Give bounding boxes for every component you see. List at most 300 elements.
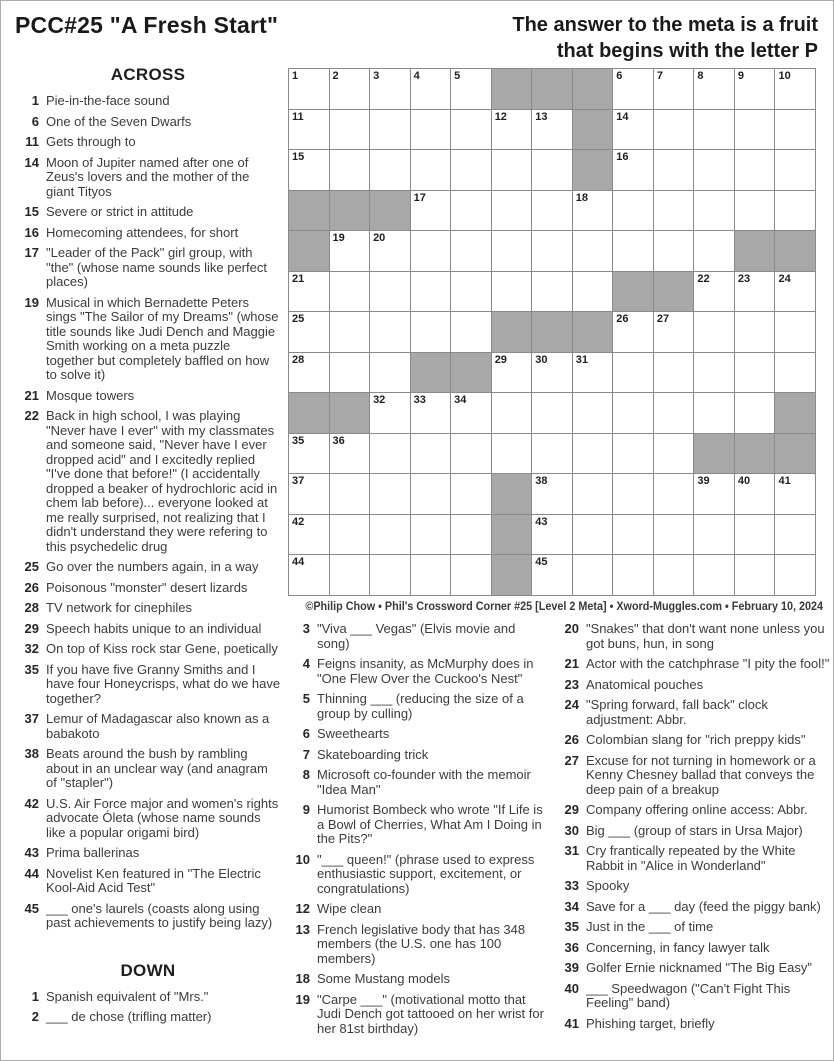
grid-cell-r10c3[interactable]: [370, 434, 411, 475]
grid-cell-r4c5[interactable]: [451, 191, 492, 232]
cell-number: 7: [656, 70, 663, 82]
grid-cell-r12c2[interactable]: [330, 515, 371, 556]
grid-cell-r12c12[interactable]: [735, 515, 776, 556]
clue-text: Save for a ___ day (feed the piggy bank): [586, 898, 821, 914]
clue-number: 30: [564, 822, 579, 838]
clue-number: 38: [24, 746, 39, 761]
grid-cell-r8c8[interactable]: [573, 353, 614, 394]
cell-number: 6: [616, 70, 623, 82]
grid-cell-r1c1[interactable]: [289, 69, 330, 110]
clue-number: 26: [24, 579, 39, 595]
grid-cell-r13c13[interactable]: [775, 555, 816, 596]
clue-number: 37: [24, 711, 39, 726]
cell-number: 26: [616, 313, 629, 326]
grid-cell-r12c13[interactable]: [775, 515, 816, 556]
grid-cell-r3c1[interactable]: [289, 150, 330, 191]
grid-cell-r1c13[interactable]: [775, 69, 816, 110]
clue-item-down_col2-9: [288, 803, 551, 847]
clue-text: Gets through to: [46, 134, 136, 149]
clue-text: Spooky: [586, 878, 630, 893]
grid-cell-r13c4[interactable]: [411, 555, 452, 596]
clue-number: 4: [302, 656, 310, 671]
clue-text: "Spring forward, fall back" clock adjustment: Abbr.: [586, 697, 768, 727]
block-cell-r10c11: [694, 434, 735, 475]
grid-cell-r9c11[interactable]: [694, 393, 735, 434]
grid-cell-r8c6[interactable]: [492, 353, 533, 394]
grid-cell-r8c9[interactable]: [613, 353, 654, 394]
grid-cell-r3c12[interactable]: [735, 150, 776, 191]
grid-cell-r13c1[interactable]: [289, 555, 330, 596]
block-cell-r11c6: [492, 474, 533, 515]
grid-cell-r2c12[interactable]: [735, 110, 776, 151]
clue-number: 29: [564, 802, 579, 817]
grid-cell-r12c9[interactable]: [613, 515, 654, 556]
grid-cell-r7c1[interactable]: [289, 312, 330, 353]
grid-cell-r3c13[interactable]: [775, 150, 816, 191]
clue-text: Severe or strict in attitude: [46, 204, 194, 219]
grid-cell-r13c2[interactable]: [330, 555, 371, 596]
grid-cell-r10c1[interactable]: [289, 434, 330, 475]
grid-cell-r11c5[interactable]: [451, 474, 492, 515]
clue-item-down_col3-20: [557, 622, 832, 651]
grid-cell-r10c8[interactable]: [573, 434, 614, 475]
grid-cell-r1c5[interactable]: [451, 69, 492, 110]
clue-text: Moon of Jupiter named after one of Zeus's lovers and the mother of the giant Tityos: [46, 154, 250, 199]
grid-cell-r11c9[interactable]: [613, 474, 654, 515]
clue-item-across-19: [15, 296, 281, 383]
grid-cell-r1c4[interactable]: [411, 69, 452, 110]
grid-cell-r11c7[interactable]: [532, 474, 573, 515]
grid-cell-r7c4[interactable]: [411, 312, 452, 353]
block-cell-r6c10: [654, 272, 695, 313]
down-clue-list-col1: [15, 990, 281, 1025]
clue-item-down_col2-6: [288, 727, 551, 742]
clue-number: 33: [564, 878, 579, 893]
grid-cell-r12c1[interactable]: [289, 515, 330, 556]
grid-cell-r5c7[interactable]: [532, 231, 573, 272]
cell-number: 17: [413, 191, 426, 204]
clue-item-down_col2-3: [288, 622, 551, 651]
cell-number: 4: [413, 70, 420, 82]
clue-number: 19: [295, 991, 310, 1007]
grid-cell-r3c6[interactable]: [492, 150, 533, 191]
down-clue-list-col2: [288, 622, 551, 1042]
grid-cell-r9c8[interactable]: [573, 393, 614, 434]
grid-cell-r13c7[interactable]: [532, 555, 573, 596]
block-cell-r10c13: [775, 434, 816, 475]
cell-number: 10: [778, 70, 791, 82]
cell-number: 9: [737, 70, 745, 82]
grid-cell-r8c7[interactable]: [532, 353, 573, 394]
clue-text: Spanish equivalent of "Mrs.": [46, 988, 209, 1004]
cell-number: 5: [454, 70, 461, 82]
grid-cell-r11c1[interactable]: [289, 474, 330, 515]
grid-cell-r5c9[interactable]: [613, 231, 654, 272]
left-column: [15, 65, 281, 1031]
grid-cell-r1c11[interactable]: [694, 69, 735, 110]
clue-item-across-22: [15, 409, 281, 554]
grid-cell-r5c6[interactable]: [492, 231, 533, 272]
grid-cell-r7c3[interactable]: [370, 312, 411, 353]
grid-cell-r9c9[interactable]: [613, 393, 654, 434]
down-heading: DOWN: [120, 960, 176, 980]
grid-cell-r7c9[interactable]: [613, 312, 654, 353]
grid-cell-r11c13[interactable]: [775, 474, 816, 515]
grid-cell-r7c5[interactable]: [451, 312, 492, 353]
clue-text: Big ___ (group of stars in Ursa Major): [586, 822, 803, 838]
cell-number: 14: [616, 110, 629, 123]
cell-number: 41: [778, 475, 791, 488]
clue-text: Thinning ___ (reducing the size of a group by culling): [317, 691, 524, 721]
cell-number: 31: [575, 353, 589, 366]
cell-number: 36: [332, 434, 345, 447]
clue-text: Mosque towers: [46, 387, 135, 403]
grid-cell-r11c4[interactable]: [411, 474, 452, 515]
grid-cell-r10c4[interactable]: [411, 434, 452, 475]
grid-cell-r6c12[interactable]: [735, 272, 776, 313]
grid-cell-r10c10[interactable]: [654, 434, 695, 475]
grid-cell-r12c3[interactable]: [370, 515, 411, 556]
grid-cell-r11c3[interactable]: [370, 474, 411, 515]
grid-cell-r4c13[interactable]: [775, 191, 816, 232]
clue-number: 32: [24, 641, 39, 656]
clue-text: French legislative body that has 348 members (the U.S. one has 100 members): [317, 921, 526, 966]
grid-cell-r2c1[interactable]: [289, 110, 330, 151]
grid-cell-r13c8[interactable]: [573, 555, 614, 596]
block-cell-r5c12: [735, 231, 776, 272]
clue-number: 40: [564, 980, 579, 996]
clue-number: 24: [564, 697, 579, 712]
grid-cell-r6c4[interactable]: [411, 272, 452, 313]
grid-cell-r9c10[interactable]: [654, 393, 695, 434]
clue-item-down_col2-19: [288, 993, 551, 1037]
clue-item-down_col3-33: [557, 879, 832, 894]
grid-cell-r6c1[interactable]: [289, 272, 330, 313]
grid-cell-r9c12[interactable]: [735, 393, 776, 434]
grid-cell-r5c11[interactable]: [694, 231, 735, 272]
clue-number: 17: [24, 245, 39, 260]
grid-cell-r10c5[interactable]: [451, 434, 492, 475]
grid-cell-r2c6[interactable]: [492, 110, 533, 151]
block-cell-r5c13: [775, 231, 816, 272]
grid-cell-r4c8[interactable]: [573, 191, 614, 232]
grid-cell-r13c10[interactable]: [654, 555, 695, 596]
clue-text: Excuse for not turning in homework or a Kenny Chesney ballad that conveys the deep pain of a breakup: [586, 752, 816, 797]
clue-item-down_col3-26: [557, 733, 832, 748]
clue-item-across-38: [15, 747, 281, 791]
grid-cell-r12c5[interactable]: [451, 515, 492, 556]
grid-cell-r2c4[interactable]: [411, 110, 452, 151]
block-cell-r1c7: [532, 69, 573, 110]
clue-item-down_col2-4: [288, 657, 551, 686]
grid-cell-r13c9[interactable]: [613, 555, 654, 596]
cell-number: 39: [697, 475, 710, 488]
grid-cell-r3c3[interactable]: [370, 150, 411, 191]
grid-cell-r3c9[interactable]: [613, 150, 654, 191]
grid-cell-r6c11[interactable]: [694, 272, 735, 313]
meta-hint-line2: that begins with the letter P: [556, 40, 818, 62]
clue-number: 6: [31, 113, 39, 129]
cell-number: 19: [332, 232, 345, 245]
clue-text: TV network for cinephiles: [46, 600, 192, 615]
clue-item-down_col3-23: [557, 678, 832, 693]
clue-item-across-25: [15, 560, 281, 575]
cell-number: 45: [535, 556, 548, 569]
clue-item-across-37: [15, 712, 281, 741]
grid-cell-r9c5[interactable]: [451, 393, 492, 434]
grid-cell-r2c10[interactable]: [654, 110, 695, 151]
block-cell-r2c8: [573, 110, 614, 151]
grid-cell-r8c13[interactable]: [775, 353, 816, 394]
meta-answer-hint: [512, 12, 818, 64]
grid-cell-r1c10[interactable]: [654, 69, 695, 110]
cell-number: 12: [494, 110, 507, 123]
clue-number: 41: [564, 1015, 579, 1031]
cell-number: 43: [535, 515, 548, 528]
clue-item-down_col2-18: [288, 972, 551, 987]
clue-item-down_col2-10: [288, 853, 551, 897]
grid-cell-r10c6[interactable]: [492, 434, 533, 475]
grid-cell-r9c6[interactable]: [492, 393, 533, 434]
grid-cell-r2c11[interactable]: [694, 110, 735, 151]
grid-cell-r3c5[interactable]: [451, 150, 492, 191]
grid-cell-r13c3[interactable]: [370, 555, 411, 596]
grid-cell-r11c11[interactable]: [694, 474, 735, 515]
clue-number: 11: [25, 134, 39, 149]
grid-cell-r2c5[interactable]: [451, 110, 492, 151]
cell-number: 38: [535, 475, 548, 488]
page-title: PCC#25 "A Fresh Start": [15, 12, 279, 38]
cell-number: 27: [656, 313, 670, 326]
clue-item-down_col1-1: [15, 990, 281, 1005]
crossword-grid: [288, 68, 816, 596]
grid-cell-r7c10[interactable]: [654, 312, 695, 353]
clue-number: 21: [24, 387, 39, 403]
clue-item-down_col3-27: [557, 754, 832, 798]
clue-number: 14: [24, 154, 39, 170]
grid-cell-r3c2[interactable]: [330, 150, 371, 191]
clue-item-across-35: [15, 663, 281, 707]
clue-item-down_col3-29: [557, 803, 832, 818]
grid-cell-r13c5[interactable]: [451, 555, 492, 596]
grid-cell-r12c11[interactable]: [694, 515, 735, 556]
grid-cell-r5c2[interactable]: [330, 231, 371, 272]
grid-cell-r4c10[interactable]: [654, 191, 695, 232]
cell-number: 8: [697, 70, 704, 82]
cell-number: 28: [292, 353, 305, 366]
grid-cell-r8c12[interactable]: [735, 353, 776, 394]
grid-cell-r8c2[interactable]: [330, 353, 371, 394]
clue-item-down_col2-5: [288, 692, 551, 721]
clue-number: 15: [24, 204, 39, 219]
clue-number: 35: [564, 919, 579, 934]
grid-cell-r13c11[interactable]: [694, 555, 735, 596]
clue-text: Actor with the catchphrase "I pity the fool!": [586, 656, 830, 671]
cell-number: 37: [292, 475, 305, 488]
clue-text: Some Mustang models: [317, 971, 450, 986]
clue-number: 39: [564, 960, 579, 975]
clue-number: 21: [564, 656, 579, 671]
block-cell-r8c5: [451, 353, 492, 394]
grid-cell-r9c7[interactable]: [532, 393, 573, 434]
clue-text: "Carpe ___" (motivational motto that Judi Dench got tattooed on her wrist for her 81st birthday): [317, 991, 544, 1036]
grid-cell-r10c7[interactable]: [532, 434, 573, 475]
grid-cell-r2c3[interactable]: [370, 110, 411, 151]
clue-item-across-43: [15, 846, 281, 861]
grid-cell-r12c8[interactable]: [573, 515, 614, 556]
clue-item-down_col2-8: [288, 768, 551, 797]
grid-cell-r3c7[interactable]: [532, 150, 573, 191]
clue-text: Pie-in-the-face sound: [46, 93, 170, 108]
clue-text: Skateboarding trick: [317, 746, 429, 762]
clue-number: 23: [564, 676, 579, 692]
cell-number: 23: [737, 272, 751, 285]
grid-cell-r10c2[interactable]: [330, 434, 371, 475]
clue-text: Musical in which Bernadette Peters sings "The Sailor of my Dreams" (whose title sounds like Judi Dench and Maggie Smith working on a meta puzzle together but completely baffled on how to solve it): [46, 294, 279, 382]
grid-cell-r12c7[interactable]: [532, 515, 573, 556]
grid-cell-r7c13[interactable]: [775, 312, 816, 353]
grid-cell-r3c10[interactable]: [654, 150, 695, 191]
grid-cell-r3c4[interactable]: [411, 150, 452, 191]
clue-text: Colombian slang for "rich preppy kids": [586, 732, 806, 747]
clue-item-down_col3-39: [557, 961, 832, 976]
grid-cell-r1c12[interactable]: [735, 69, 776, 110]
grid-cell-r7c11[interactable]: [694, 312, 735, 353]
grid-cell-r3c11[interactable]: [694, 150, 735, 191]
clue-text: Humorist Bombeck who wrote "If Life is a Bowl of Cherries, What Am I Doing in the Pits?": [317, 802, 543, 846]
grid-cell-r10c9[interactable]: [613, 434, 654, 475]
grid-cell-r5c5[interactable]: [451, 231, 492, 272]
grid-cell-r5c4[interactable]: [411, 231, 452, 272]
grid-cell-r5c10[interactable]: [654, 231, 695, 272]
cell-number: 1: [292, 70, 299, 82]
clue-number: 22: [24, 408, 39, 423]
cell-number: 11: [292, 110, 304, 123]
clue-number: 44: [24, 865, 39, 881]
cell-number: 22: [697, 272, 710, 285]
grid-cell-r6c8[interactable]: [573, 272, 614, 313]
grid-cell-r4c6[interactable]: [492, 191, 533, 232]
clue-text: Go over the numbers again, in a way: [46, 559, 259, 574]
grid-cell-r13c12[interactable]: [735, 555, 776, 596]
clue-text: Anatomical pouches: [586, 676, 704, 692]
clue-number: 9: [302, 802, 310, 817]
grid-cell-r6c13[interactable]: [775, 272, 816, 313]
down-clue-list-col3: [557, 622, 832, 1037]
cell-number: 15: [292, 151, 305, 164]
grid-cell-r7c12[interactable]: [735, 312, 776, 353]
grid-cell-r1c3[interactable]: [370, 69, 411, 110]
block-cell-r4c2: [330, 191, 371, 232]
block-cell-r9c13: [775, 393, 816, 434]
clue-item-down_col3-31: [557, 844, 832, 873]
grid-cell-r8c10[interactable]: [654, 353, 695, 394]
grid-cell-r4c9[interactable]: [613, 191, 654, 232]
clue-number: 7: [302, 746, 310, 762]
across-heading: ACROSS: [110, 65, 186, 84]
cell-number: 20: [373, 232, 386, 245]
grid-cell-r4c11[interactable]: [694, 191, 735, 232]
clue-number: 29: [24, 620, 39, 636]
clue-text: Novelist Ken featured in "The Electric Kool-Aid Acid Test": [46, 865, 261, 895]
clue-item-across-32: [15, 642, 281, 657]
grid-cell-r4c4[interactable]: [411, 191, 452, 232]
clue-text: Back in high school, I was playing "Never have I ever" with my classmates and someone said, "Never have I ever dropped acid" and I excitedly replied "I've done that before!" (I accidentally dropped a beaker of hydrochloric acid in chem lab before)... everyone looked at me really surprised, not realizing that I didn't understand they were refering to this psychedelic drug: [46, 408, 278, 554]
cell-number: 16: [616, 151, 629, 164]
cell-number: 2: [332, 70, 339, 82]
cell-number: 30: [535, 353, 548, 366]
grid-cell-r8c3[interactable]: [370, 353, 411, 394]
grid-cell-r4c7[interactable]: [532, 191, 573, 232]
grid-cell-r2c13[interactable]: [775, 110, 816, 151]
grid-cell-r6c6[interactable]: [492, 272, 533, 313]
grid-cell-r5c8[interactable]: [573, 231, 614, 272]
grid-cell-r2c2[interactable]: [330, 110, 371, 151]
clue-item-across-29: [15, 622, 281, 637]
clue-number: 45: [24, 900, 39, 916]
clue-number: 8: [302, 767, 310, 782]
grid-cell-r8c11[interactable]: [694, 353, 735, 394]
grid-cell-r12c10[interactable]: [654, 515, 695, 556]
clue-item-across-1: [15, 94, 281, 109]
grid-cell-r6c7[interactable]: [532, 272, 573, 313]
clue-text: U.S. Air Force major and women's rights advocate Óleta (whose name sounds like a popular origami bird): [46, 795, 279, 840]
grid-cell-r2c7[interactable]: [532, 110, 573, 151]
grid-cell-r9c4[interactable]: [411, 393, 452, 434]
cell-number: 44: [292, 556, 305, 569]
grid-cell-r1c2[interactable]: [330, 69, 371, 110]
grid-cell-r11c10[interactable]: [654, 474, 695, 515]
grid-cell-r12c4[interactable]: [411, 515, 452, 556]
block-cell-r5c1: [289, 231, 330, 272]
clue-item-down_col3-36: [557, 941, 832, 956]
grid-cell-r11c8[interactable]: [573, 474, 614, 515]
block-cell-r7c6: [492, 312, 533, 353]
grid-cell-r5c3[interactable]: [370, 231, 411, 272]
clue-number: 25: [24, 559, 39, 574]
grid-cell-r6c5[interactable]: [451, 272, 492, 313]
block-cell-r9c1: [289, 393, 330, 434]
block-cell-r13c6: [492, 555, 533, 596]
clue-number: 1: [31, 988, 39, 1004]
clue-text: If you have five Granny Smiths and I have four Honeycrisps, what do we have together?: [46, 661, 281, 706]
grid-cell-r8c1[interactable]: [289, 353, 330, 394]
grid-cell-r11c12[interactable]: [735, 474, 776, 515]
clue-item-across-15: [15, 205, 281, 220]
clue-item-across-16: [15, 226, 281, 241]
across-clue-list: [15, 94, 281, 931]
clue-item-down_col3-30: [557, 824, 832, 839]
cell-number: 34: [454, 394, 467, 407]
block-cell-r4c3: [370, 191, 411, 232]
clue-item-down_col3-41: [557, 1017, 832, 1032]
grid-cell-r2c9[interactable]: [613, 110, 654, 151]
clue-number: 43: [24, 845, 39, 860]
grid-cell-r7c2[interactable]: [330, 312, 371, 353]
clue-number: 19: [24, 294, 39, 310]
grid-cell-r6c3[interactable]: [370, 272, 411, 313]
grid-cell-r6c2[interactable]: [330, 272, 371, 313]
block-cell-r7c7: [532, 312, 573, 353]
grid-cell-r9c3[interactable]: [370, 393, 411, 434]
grid-cell-r4c12[interactable]: [735, 191, 776, 232]
clue-item-down_col3-40: [557, 982, 832, 1011]
clue-text: Feigns insanity, as McMurphy does in "One Flew Over the Cuckoo's Nest": [317, 656, 534, 686]
grid-cell-r1c9[interactable]: [613, 69, 654, 110]
clue-number: 12: [295, 901, 310, 916]
grid-cell-r11c2[interactable]: [330, 474, 371, 515]
clue-item-across-6: [15, 115, 281, 130]
